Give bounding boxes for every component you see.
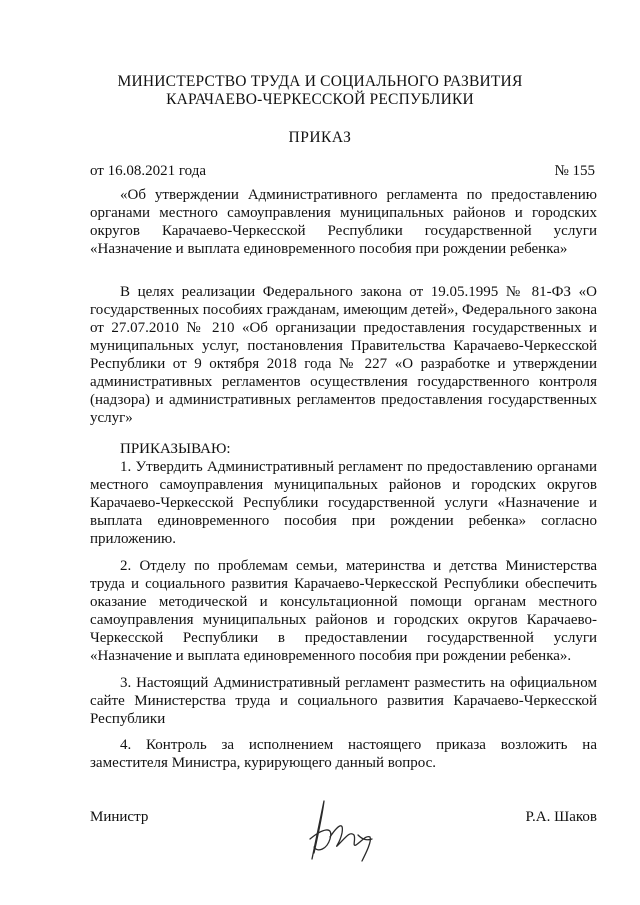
order-directive [90,440,597,458]
order-item-text: 4. Контроль за исполнением настоящего приказа возложить на заместителя Министра, курирующего данный вопрос. [90,737,597,771]
order-subject [90,186,597,258]
order-directive-text: ПРИКАЗЫВАЮ: [120,441,231,457]
order-date: от 16.08.2021 года [90,163,206,179]
signatory-name: Р.А. Шаков [525,809,597,825]
legal-basis-text: В целях реализации Федерального закона от 19.05.1995 № 81-ФЗ «О государственных пособиях гражданам, имеющим детей», Федерального закона от 27.07.2010 № 210 «Об организации предоставления государственных и муниципальных услуг, постановления Правительства Карачаево-Черкесской Республики от 9 октября 2018 года № 227 «О разработке и утверждении административных регламентов осуществления государственного контроля (надзора) и административных регламентов предоставления государственных услуг» [90,284,598,426]
order-item-text: 2. Отделу по проблемам семьи, материнства и детства Министерства труда и социального развития Карачаево-Черкесской Республики обеспечить оказание методической и консультационной помощи органам местного самоуправления муниципальных районов и городских округов Карачаево-Черкесской Республики в предоставлении государственной услуги «Назначение и выплата единовременного пособия при рождении ребенка». [90,558,597,664]
order-subject-text: «Об утверждении Административного регламента по предоставлению органами местного самоуправления муниципальных районов и городских округов Карачаево-Черкесской Республики государственной услуги «Назначение и выплата единовременного пособия при рождении ребенка» [90,187,597,257]
order-number: № 155 [554,163,595,179]
header-line-1: МИНИСТЕРСТВО ТРУДА И СОЦИАЛЬНОГО РАЗВИТИЯ [117,73,523,90]
legal-basis [90,283,597,427]
order-item-4 [90,736,597,772]
order-item-2 [90,557,597,665]
order-title: ПРИКАЗ [288,129,352,146]
handwritten-signature [300,795,390,865]
signatory-position: Министр [90,809,149,825]
date-number-line [90,163,595,180]
order-item-3 [90,674,597,728]
order-item-text: 1. Утвердить Административный регламент по предоставлению органами местного самоуправления муниципальных районов и городских округов Карачаево-Черкесской Республики государственной услуги «Назначение и выплата единовременного пособия при рождении ребенка» согласно приложению. [90,459,597,547]
order-item-text: 3. Настоящий Административный регламент разместить на официальном сайте Министерства труда и социального развития Карачаево-Черкесской Республики [90,675,597,727]
header-line-2: КАРАЧАЕВО-ЧЕРКЕССКОЙ РЕСПУБЛИКИ [166,91,474,108]
order-item-1 [90,458,597,548]
ministry-header [0,73,640,109]
